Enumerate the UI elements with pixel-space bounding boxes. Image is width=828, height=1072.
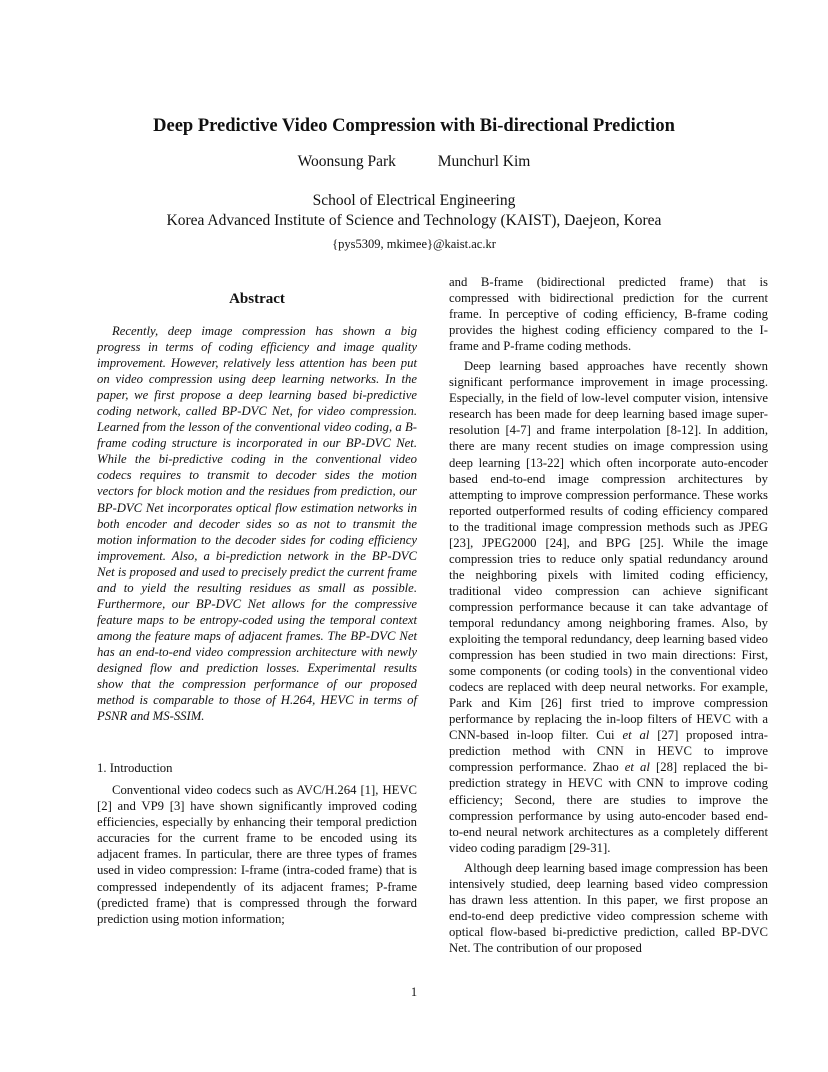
paragraph-text: [27] proposed intra-prediction method with CNN in HEVC to improve compression performance. Zhao [449, 728, 769, 775]
author-list [0, 152, 828, 172]
citation-et-al: et al [622, 728, 650, 743]
page-number: 1 [410, 985, 418, 999]
left-column [97, 290, 417, 927]
paragraph-text: [28] replaced the bi-prediction strategy in HEVC with CNN to improve coding efficiency; Second, there are studies to improve the compression performance by using auto-encoder based end-to-end neural network architectures as a completely different video coding paradigm [29-31]. [449, 760, 769, 855]
intro-paragraph-continued: and B-frame (bidirectional predicted frame) that is compressed with bidirectional prediction for the current frame. In perceptive of coding efficiency, B-frame coding provides the highest coding efficiency compared to the I-frame and P-frame coding methods. [449, 275, 768, 354]
affiliation [0, 191, 828, 231]
citation-et-al: et al [624, 760, 650, 775]
intro-paragraph: Conventional video codecs such as AVC/H.264 [1], HEVC [2] and VP9 [3] have shown significantly improved coding efficiencies, especially by enhancing their temporal prediction accuracies for the current frame to be encoded using its adjacent frames. In particular, there are three types of frames used in video compression: I-frame (intra-coded frame) that is compressed independently of its adjacent frames; P-frame (predicted frame) that is compressed through the forward prediction using motion information; [97, 783, 417, 926]
abstract-heading: Abstract [229, 291, 285, 307]
abstract-body: Recently, deep image compression has shown a big progress in terms of coding efficiency and image quality improvement. However, relatively less attention has been put on video compression using deep learning networks. In the paper, we first propose a deep learning based bi-predictive coding network, called BP-DVC Net, for video compression. Learned from the lesson of the conventional video coding, a B-frame coding structure is incorporated in our BP-DVC Net. While the bi-predictive coding in the conventional video codecs requires to transmit to decoder sides the motion vectors for block motion and the residues from prediction, our BP-DVC Net incorporates optical flow estimation networks in both encoder and decoder sides so as not to transmit the motion information to the decoder sides for coding efficiency improvement. Also, a bi-prediction network in the BP-DVC Net is proposed and used to precisely predict the current frame and to yield the resulting residues as small as possible. Furthermore, our BP-DVC Net allows for the compressive feature maps to be entropy-coded using the temporal context among the feature maps of adjacent frames. The BP-DVC Net has an end-to-end video compression architecture with newly designed flow and prediction losses. Experimental results show that the compression performance of our proposed method is comparable to those of H.264, HEVC in terms of PSNR and MS-SSIM. [97, 324, 417, 724]
author-name: Woonsung Park [297, 153, 396, 170]
paragraph-text: Deep learning based approaches have recently shown significant performance improvement in image processing. Especially, in the field of low-level computer vision, intensive research has been made for deep learning based image super-resolution [4-7] and frame interpolation [8-12]. In addition, there are many recent studies on image compression using deep learning [13-22] which often incorporate auto-encoder based end-to-end image compression architectures by attempting to improve compression performance. These works reported outperformed results of coding efficiency compared to the traditional image compression methods such as JPEG [23], JPEG2000 [24], and BPG [25]. While the image compression tries to reduce only spatial redundancy around the neighboring pixels with limited coding efficiency, traditional video compression can achieve significant compression performance because it can take advantage of temporal redundancy among neighboring frames. Also, by exploiting the temporal redundancy, deep learning based video compression has been studied in two main directions: First, some components (or coding tools) in the conventional video codecs are replaced with deep neural networks. For example, Park and Kim [26] first tried to improve compression performance by replacing the in-loop filters of HEVC with a CNN-based in-loop filter. Cui [449, 359, 768, 743]
intro-paragraph: Although deep learning based image compression has been intensively studied, deep learning based video compression has drawn less attention. In this paper, we first propose an end-to-end deep predictive video compression scheme with optical flow-based bi-predictive prediction, called BP-DVC Net. The contribution of our proposed [449, 860, 768, 955]
author-email: {pys5309, mkimee}@kaist.ac.kr [332, 237, 496, 251]
section-heading: 1. Introduction [97, 761, 173, 776]
right-column [449, 274, 768, 956]
affiliation-line: School of Electrical Engineering [312, 192, 516, 209]
author-name: Munchurl Kim [437, 153, 531, 170]
intro-paragraph [449, 358, 768, 855]
affiliation-line: Korea Advanced Institute of Science and Technology (KAIST), Daejeon, Korea [166, 212, 662, 229]
paper-title: Deep Predictive Video Compression with Bi-directional Prediction [153, 116, 675, 136]
